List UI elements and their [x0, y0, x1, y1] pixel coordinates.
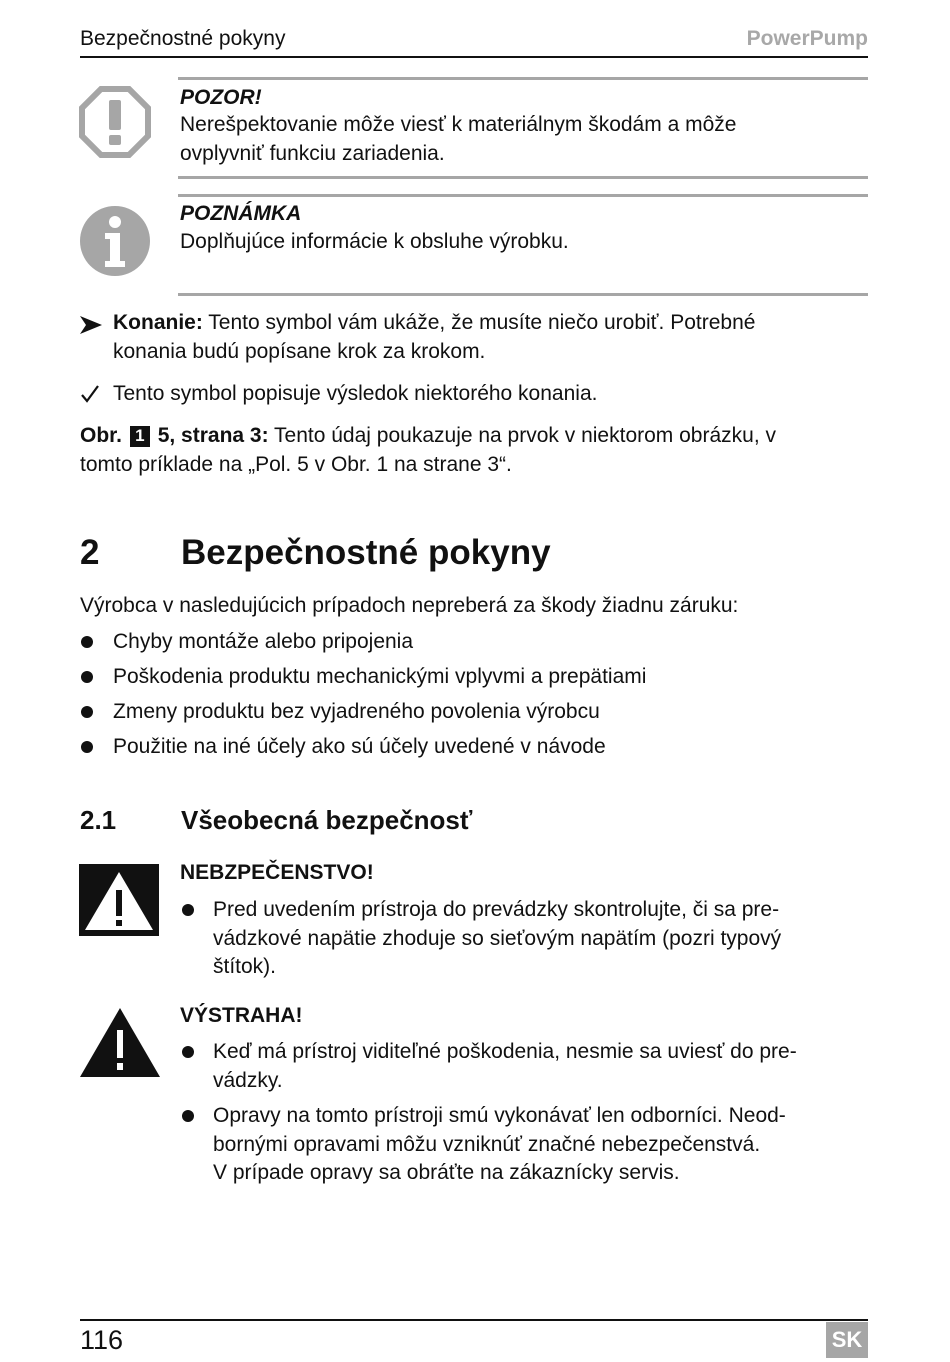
notice-bottom-rule — [178, 293, 868, 296]
bullet-icon — [81, 671, 93, 683]
warning-title: VÝSTRAHA! — [180, 1004, 303, 1027]
header-product-name: PowerPump — [746, 27, 868, 50]
danger-title: NEBZPEČENSTVO! — [180, 861, 374, 884]
section-title: Bezpečnostné pokyny — [181, 533, 551, 572]
header-section-title: Bezpečnostné pokyny — [80, 27, 286, 50]
notice-top-rule — [178, 77, 868, 80]
warning-item: Opravy na tomto prístroji smú vykonávať len odborníci. Neod- bornými opravami môžu vzniknúť značné nebezpečenstvá. V prípade opravy sa obráťte na zákaznícky servis. — [213, 1104, 786, 1184]
danger-item: Pred uvedením prístroja do prevádzky skontrolujte, či sa pre- vádzkové napätie zhoduje so sieťovým napätím (pozri typový štítok). — [213, 898, 782, 978]
page-number: 116 — [80, 1325, 124, 1355]
figure-number-box: 1 — [130, 426, 150, 447]
list-item: Použitie na iné účely ako sú účely uvedené v návode — [113, 735, 606, 758]
list-item: Chyby montáže alebo pripojenia — [113, 630, 414, 653]
bullet-icon — [81, 741, 93, 753]
warning-item: Keď má prístroj viditeľné poškodenia, nesmie sa uviesť do pre- vádzky. — [213, 1040, 797, 1092]
warning-triangle-icon — [79, 1006, 161, 1078]
result-symbol-text: Tento symbol popisuje výsledok niektorého konania. — [113, 382, 598, 405]
info-icon — [79, 205, 151, 277]
action-symbol-text: Konanie: Tento symbol vám ukáže, že musíte niečo urobiť. Potrebné konania budú popísane krok za krokom. — [113, 311, 756, 363]
bullet-icon — [182, 1110, 194, 1122]
notice-poznamka-text: Doplňujúce informácie k obsluhe výrobku. — [180, 230, 569, 253]
bullet-icon — [81, 706, 93, 718]
list-item: Zmeny produktu bez vyjadreného povolenia výrobcu — [113, 700, 600, 723]
figure-reference-text: Obr. 1 5, strana 3: Tento údaj poukazuje na prvok v niektorom obrázku, v tomto príklade na „Pol. 5 v Obr. 1 na strane 3“. — [80, 424, 776, 476]
notice-top-rule — [178, 194, 868, 197]
header-rule — [80, 56, 868, 58]
notice-pozor-text: Nerešpektovanie môže viesť k materiálnym škodám a môže ovplyvniť funkciu zariadenia. — [180, 113, 737, 165]
bullet-icon — [81, 636, 93, 648]
action-arrow-icon — [80, 316, 102, 334]
attention-octagon-icon — [79, 86, 151, 158]
list-item: Poškodenia produktu mechanickými vplyvmi a prepätiami — [113, 665, 647, 688]
notice-divider-rule — [178, 176, 868, 179]
section-intro: Výrobca v nasledujúcich prípadoch nepreberá za škody žiadnu záruku: — [80, 594, 739, 617]
bullet-icon — [182, 1046, 194, 1058]
subsection-title: Všeobecná bezpečnosť — [181, 805, 473, 835]
notice-poznamka-title: POZNÁMKA — [180, 202, 302, 225]
bullet-icon — [182, 904, 194, 916]
footer-rule — [80, 1319, 868, 1321]
language-badge: SK — [826, 1322, 868, 1358]
subsection-number: 2.1 — [80, 805, 117, 835]
checkmark-icon — [80, 384, 100, 404]
danger-warning-triangle-icon — [79, 864, 159, 936]
section-number: 2 — [80, 533, 100, 572]
notice-pozor-title: POZOR! — [180, 86, 262, 109]
